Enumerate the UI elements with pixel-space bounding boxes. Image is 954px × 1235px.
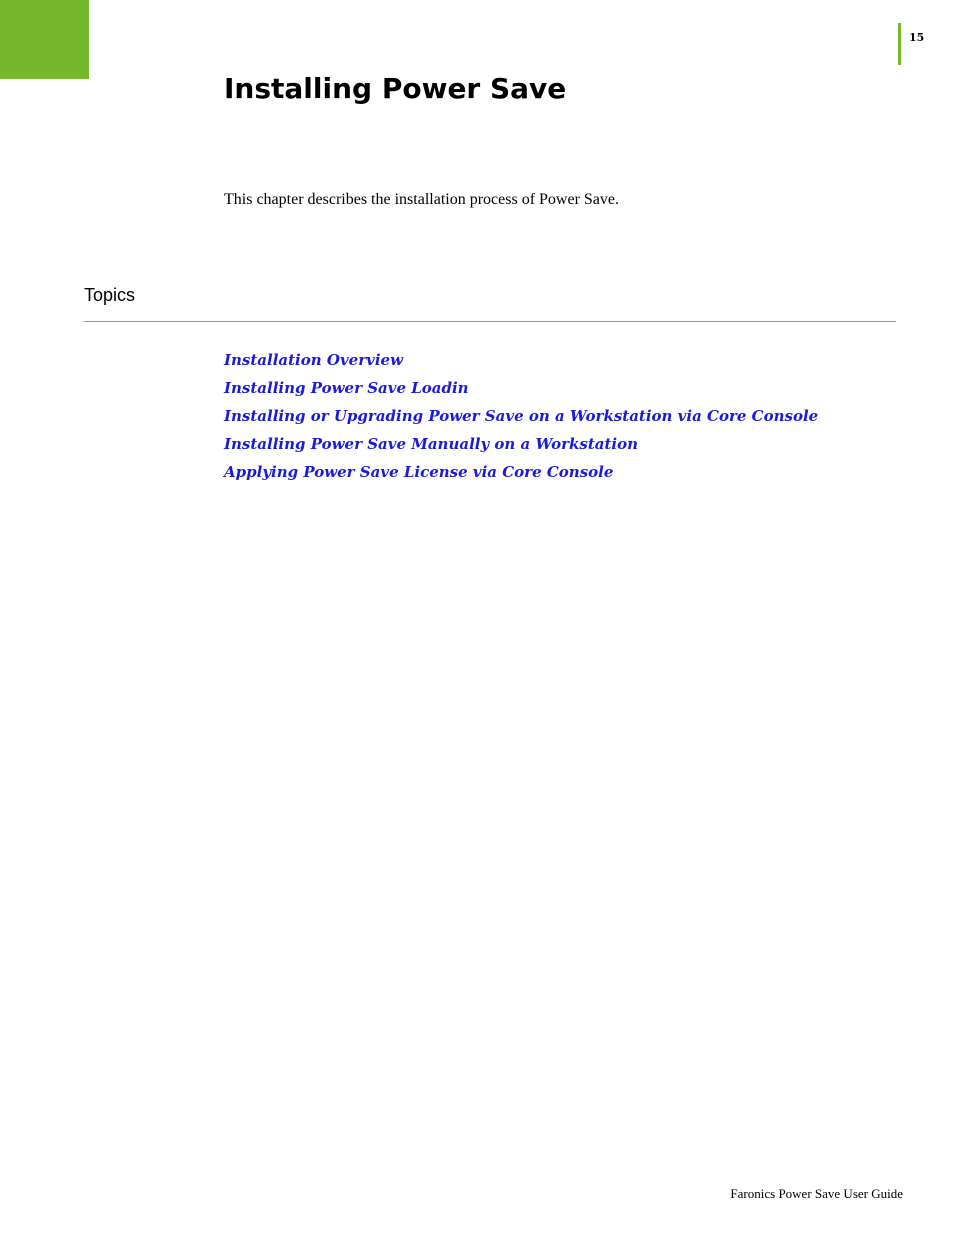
list-item [224, 460, 818, 488]
topic-link-installing-loadin[interactable]: Installing Power Save Loadin [224, 379, 469, 397]
list-item [224, 376, 818, 404]
list-item [224, 404, 818, 432]
chapter-title: Installing Power Save [224, 72, 567, 105]
chapter-intro: This chapter describes the installation process of Power Save. [224, 191, 619, 208]
topic-link-applying-license[interactable]: Applying Power Save License via Core Console [224, 463, 614, 481]
page-number-marker [898, 23, 901, 65]
topic-list [224, 348, 818, 488]
topic-link-installing-via-core-console[interactable]: Installing or Upgrading Power Save on a Workstation via Core Console [224, 407, 819, 425]
topic-link-installation-overview[interactable]: Installation Overview [224, 351, 403, 369]
topics-divider [84, 321, 896, 322]
corner-accent-block [0, 0, 89, 79]
topics-heading: Topics [84, 285, 136, 305]
topic-link-installing-manually[interactable]: Installing Power Save Manually on a Workstation [224, 435, 639, 453]
list-item [224, 348, 818, 376]
footer-guide-title: Faronics Power Save User Guide [730, 1186, 903, 1201]
page-number: 15 [909, 31, 925, 44]
list-item [224, 432, 818, 460]
